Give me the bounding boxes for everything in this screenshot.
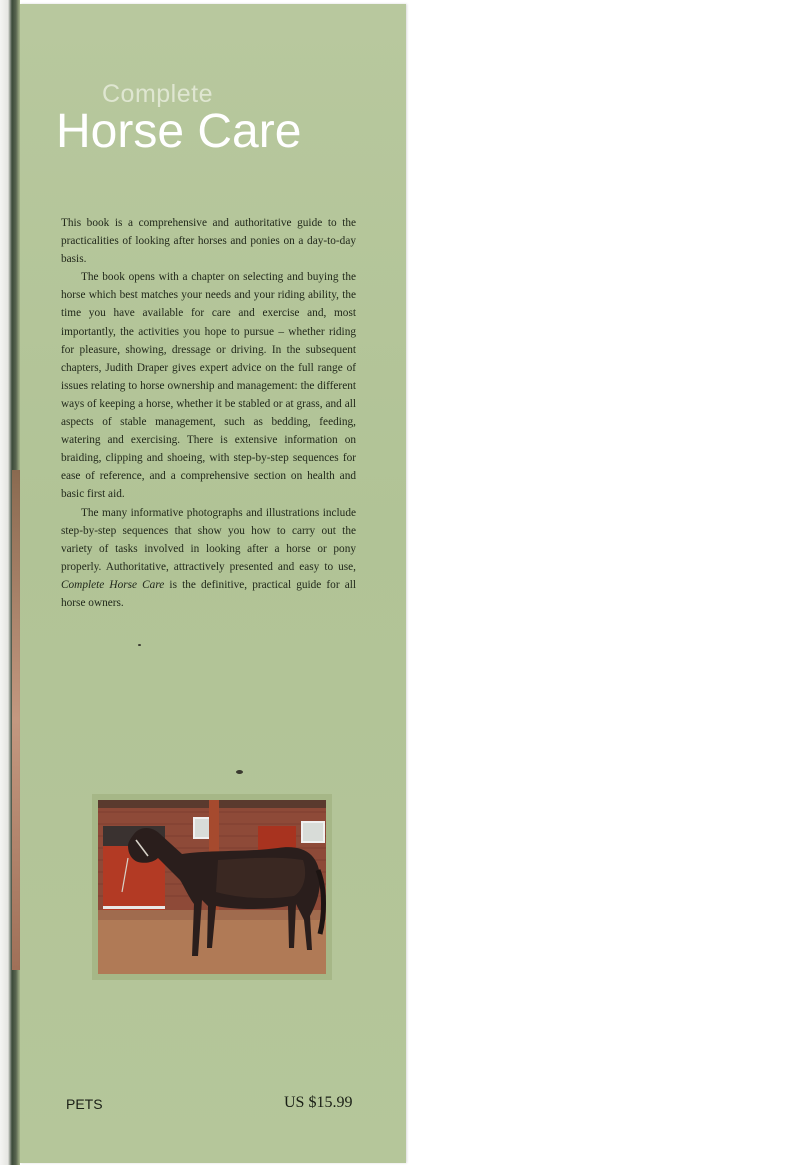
- title-complete: Complete: [102, 80, 213, 108]
- blurb-paragraph-3-start: The many informative photographs and illustrations include step-by-step sequences that show you how to carry out the variety of tasks involved in looking after a horse or pony properly. Authoritative, attractively presented and easy to use,: [61, 506, 356, 573]
- horse-photo-image: [98, 800, 326, 974]
- print-speck: [236, 770, 243, 774]
- book-title-italic: Complete Horse Care: [61, 578, 165, 591]
- blurb-text: [61, 214, 356, 612]
- blurb-paragraph-1: This book is a comprehensive and authoritative guide to the practicalities of looking after horses and ponies on a day-to-day basis.: [61, 217, 356, 266]
- print-speck: [138, 644, 141, 646]
- torn-edge: [12, 470, 20, 970]
- title-horse-care: Horse Care: [56, 105, 302, 158]
- blurb-paragraph-3-end: is the definitive, practical guide for all horse owners.: [61, 578, 356, 609]
- photo-frame: [92, 794, 332, 980]
- spine-edge: [0, 0, 20, 1165]
- dust-jacket-flap: [20, 4, 406, 1163]
- price-label: US $15.99: [284, 1094, 353, 1111]
- blurb-paragraph-2: The book opens with a chapter on selecting and buying the horse which best matches your needs and your riding ability, the time you have available for care and exercise and, most importantly, the activities you hope to pursue – whether riding for pleasure, showing, dressage or driving. In the subsequent chapters, Judith Draper gives expert advice on the full range of issues relating to horse ownership and management: the different ways of keeping a horse, whether it be stabled or at grass, and all aspects of stable management, such as bedding, feeding, watering and exercising. There is extensive information on braiding, clipping and shoeing, with step-by-step sequences for ease of reference, and a comprehensive section on health and basic first aid.: [61, 271, 356, 501]
- blurb-paragraph-3: [61, 504, 356, 613]
- category-label: PETS: [66, 1096, 103, 1112]
